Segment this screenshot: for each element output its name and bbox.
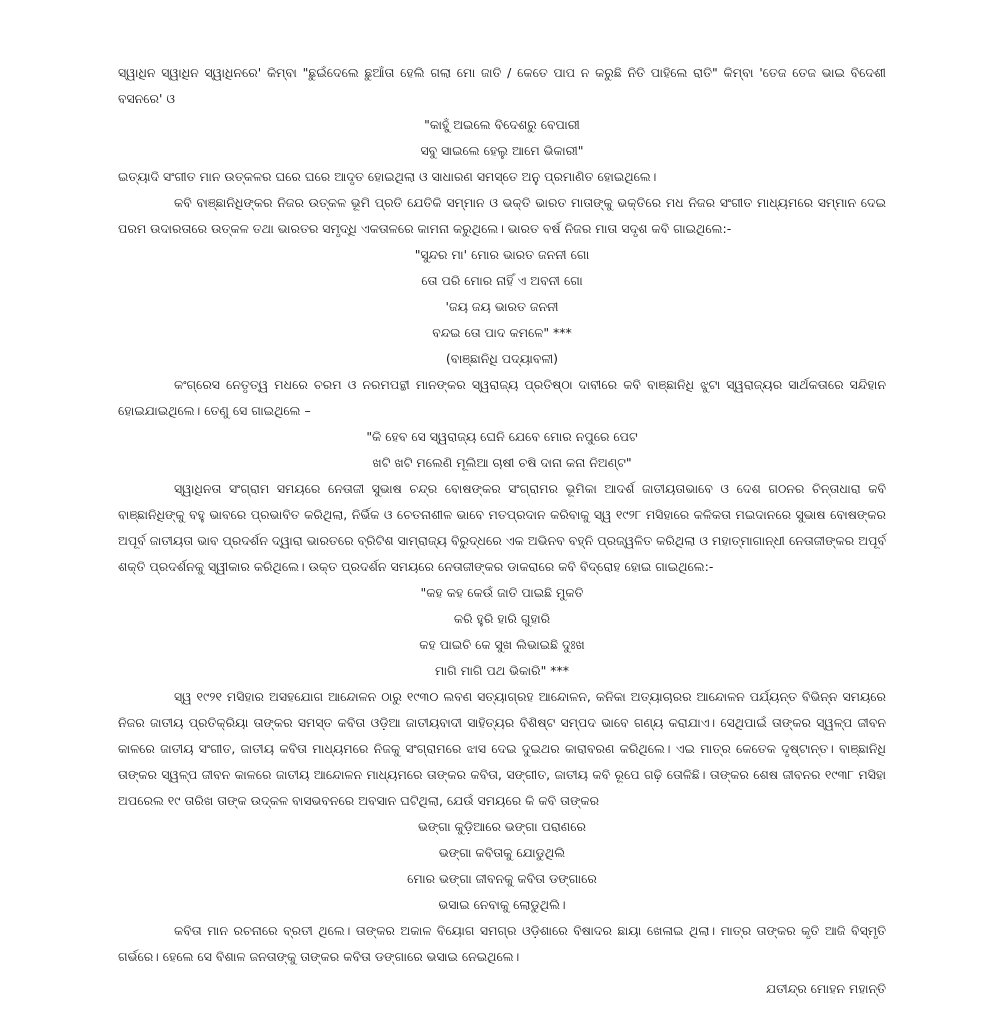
verse-line: ମାଗି ମାଗି ପଥ ଭିକାରି" ***	[434, 663, 570, 678]
verse-line: "କି ହେବ ସେ ସ୍ୱରାଜ୍ୟ ଘେନି ଯେବେ ମୋର ନପୁରେ ପେଟ	[366, 429, 638, 444]
verse-line: 'ଜୟ ଜୟ ଭାରତ ଜନନୀ	[445, 299, 559, 314]
verse-line: ଭଙ୍ଗା କୁଡ଼ିଆରେ ଭଙ୍ଗା ପରାଣରେ	[417, 819, 586, 834]
verse-line: କରି ହୁରି ହାରି ଗୁହାରି	[453, 611, 551, 626]
verse-line: ସବୁ ସାଇଲେ ହେଲୁ ଆମେ ଭିକାରୀ"	[420, 143, 584, 158]
paragraph-5: ସ୍ୱାଧିନତା ସଂଗ୍ରାମ ସମୟରେ ନେତାଜୀ ସୁଭାଷ ଚନ୍ଦ୍ର ବୋଷଙ୍କର ସଂଗ୍ରାମର ଭୂମିକା ଆଦର୍ଶ ଜାତୀୟତାଭାବେ ଓ ଦେଶ ଗଠନର ଚିନ୍ତାଧାରା କବି ବାଞ୍ଛାନିଧିଙ୍କୁ ବହୁ ଭାବରେ ପ୍ରଭାବିତ କରିଥିଲା, ନିର୍ଭିକ ଓ ଚେତନାଶୀଳ ଭାବେ ମତପ୍ରଦାନ କରିବାକୁ ସ୍ୱ ୧୯୨୮ ମସିହାରେ କଳିକତା ମଇଦାନରେ ସୁଭାଷ ବୋଷଙ୍କର ଅପୂର୍ବ ଜାତୀୟତା ଭାବ ପ୍ରଦର୍ଶନ ଦ୍ୱାରା ଭାରତରେ ବ୍ରିଟିଶ ସାମ୍ରାଜ୍ୟ ବିରୁଦ୍ଧରେ ଏକ ଅଭିନବ ବହ୍ନି ପ୍ରଜ୍ୱଳିତ କରିଥିଲା ଓ ମହାତ୍ମାଗାନ୍ଧୀ ନେତାଜୀଙ୍କର ଅପୂର୍ବ ଶକ୍ତି ପ୍ରଦର୍ଶନକୁ ସ୍ୱୀକାର କରିଥିଲେ। ଉକ୍ତ ପ୍ରଦର୍ଶନ ସମୟରେ ନେତାଜୀଙ୍କର ଡାକରାରେ କବି ବିଦ୍ରୋହ ହୋଇ ଗାଇଥିଲେ:-	[118, 481, 886, 574]
verse-3	[118, 424, 886, 476]
verse-line: କହ ପାଇଚି କେ ସୁଖ ଲିଭାଇଛି ଦୁଃଖ	[419, 637, 585, 652]
verse-2	[118, 242, 886, 372]
paragraph-1: ସ୍ୱାଧିନ ସ୍ୱାଧିନ ସ୍ୱାଧିନରେ' କିମ୍ବା "ଛୁଇଁଦେଲେ ଛୁଆଁତା ହେଲି ଗଲା ମୋ ଜାତି / କେତେ ପାପ ନ କରୁଛି ନିତି ପାହିଲେ ରାତି" କିମ୍ବା 'ତେଜ ତେଜ ଭାଇ ବିଦେଶୀ ବସନରେ' ଓ	[118, 65, 886, 106]
verse-line: ଖଟି ଖଟି ମଲେଣି ମୂଲିଆ ଚାଷୀ ଚଷି ଦାନା କନା ନିଅଣ୍ଟ"	[372, 455, 632, 470]
verse-source: (ବାଞ୍ଛାନିଧି ପଦ୍ୟାବଳୀ)	[445, 351, 559, 366]
verse-line: ଭଙ୍ଗା କବିତାକୁ ଯୋଡୁଥିଲି	[438, 845, 566, 860]
verse-1	[118, 112, 886, 164]
paragraph-6: ସ୍ୱ ୧୯୨୧ ମସିହାର ଅସହଯୋଗ ଆନ୍ଦୋଳନ ଠାରୁ ୧୯୩୦ ଲବଣ ସତ୍ୟାଗ୍ରହ ଆନ୍ଦୋଳନ, କନିକା ଅତ୍ୟାଚାରର ଆନ୍ଦୋଳନ ପର୍ଯ୍ୟନ୍ତ ବିଭିନ୍ନ ସମୟରେ ନିଜର ଜାତୀୟ ପ୍ରତିକ୍ରିୟା ତାଙ୍କର ସମସ୍ତ କବିତା ଓଡ଼ିଆ ଜାତୀୟବାଦୀ ସାହିତ୍ୟର ବିଶିଷ୍ଟ ସମ୍ପଦ ଭାବେ ଗଣ୍ୟ କରାଯାଏ। ସେଥିପାଇଁ ତାଙ୍କର ସ୍ୱଳ୍ପ ଜୀବନ କାଳରେ ଜାତୀୟ ସଂଗୀତ, ଜାତୀୟ କବିତା ମାଧ୍ୟମରେ ନିଜକୁ ସଂଗ୍ରାମରେ ଝାସ ଦେଇ ଦୁଇଥର କାରାବରଣ କରିଥିଲେ। ଏଇ ମାତ୍ର କେତେକ ଦୃଷ୍ଟାନ୍ତ। ବାଞ୍ଛାନିଧି ତାଙ୍କର ସ୍ୱଳ୍ପ ଜୀବନ କାଳରେ ଜାତୀୟ ଆନ୍ଦୋଳନ ମାଧ୍ୟମରେ ତାଙ୍କର କବିତା, ସଙ୍ଗୀତ, ଜାତୀୟ କବି ରୂପେ ଗଢ଼ି ତୋଳିଛି। ତାଙ୍କର ଶେଷ ଜୀବନର ୧୯୩୮ ମସିହା ଅପରେଲ ୧୯ ତାରିଖ ତାଙ୍କ ଉଦ୍‌କଳ ବାସଭବନରେ ଅବସାନ ଘଟିଥିଲା, ଯେଉଁ ସମୟରେ କି କବି ତାଙ୍କର	[118, 689, 886, 808]
paragraph-7: କବିତା ମାନ ରଚନାରେ ବ୍ରତୀ ଥିଲେ। ତାଙ୍କର ଅକାଳ ବିୟୋଗ ସମଗ୍ର ଓଡ଼ିଶାରେ ବିଷାଦର ଛାୟା ଖେଳାଇ ଥିଲା। ମାତ୍ର ତାଙ୍କର କୃତି ଆଜି ବିସ୍ମୃତି ଗର୍ଭରେ। ହେଲେ ସେ ବିଶାଳ ଜନତାଙ୍କୁ ତାଙ୍କର କବିତା ଡଙ୍ଗାରେ ଭସାଇ ନେଇଥିଲେ।	[118, 923, 886, 964]
paragraph-4: କଂଗ୍ରେସ ନେତୃତ୍ୱ ମଧରେ ଚରମ ଓ ନରମପନ୍ଥୀ ମାନଙ୍କର ସ୍ୱରାଜ୍ୟ ପ୍ରତିଷ୍ଠା ଦାବୀରେ କବି ବାଞ୍ଛାନିଧି ଝୁଟା ସ୍ୱରାଜ୍ୟର ସାର୍ଥକତାରେ ସନ୍ଦିହାନ ହୋଇଯାଇଥିଲେ। ତେଣୁ ସେ ଗାଇଥିଲେ –	[118, 377, 886, 418]
author-name: ଯତୀନ୍ଦ୍ର ମୋହନ ମହାନ୍ତି	[766, 981, 886, 996]
verse-line: ତୋ ପରି ମୋର ନାହିଁ ଏ ଅବନୀ ଗୋ	[421, 273, 583, 288]
verse-line: ମୋର ଭଙ୍ଗା ଜୀବନକୁ କବିତା ଡଙ୍ଗାରେ	[407, 871, 597, 886]
paragraph-2: ଇତ୍ୟାଦି ସଂଗୀତ ମାନ ଉତ୍କଳର ଘରେ ଘରେ ଆଦୃତ ହୋଇଥିଲା ଓ ସାଧାରଣ ସମସ୍ତେ ଅନୁ ପ୍ରମାଣିତ ହୋଇଥିଲେ।	[118, 169, 657, 184]
verse-5	[118, 814, 886, 918]
verse-line: ଭସାଇ ନେବାକୁ ଲୋଡୁଥିଲି।	[438, 897, 566, 912]
verse-line: "କହ କହ କେଉଁ ଜାତି ପାଇଛି ମୁକତି	[420, 585, 584, 600]
verse-4	[118, 580, 886, 684]
article-body	[118, 60, 886, 1002]
verse-line: "ସୁନ୍ଦର ମା' ମୋର ଭାରତ ଜନନୀ ଗୋ	[414, 247, 590, 262]
paragraph-3: କବି ବାଞ୍ଛାନିଧିଙ୍କର ନିଜର ଉତ୍କଳ ଭୂମି ପ୍ରତି ଯେତିକି ସମ୍ମାନ ଓ ଭକ୍ତି ଭାରତ ମାତାଙ୍କୁ ଭକ୍ତିରେ ମଧ ନିଜର ସଂଗୀତ ମାଧ୍ୟମରେ ସମ୍ମାନ ଦେଇ ପରମ ଉଦାରତାରେ ଉତ୍କଳ ତଥା ଭାରତର ସମୃଦ୍ଧି ଏକତାଳରେ କାମନା କରୁଥିଲେ। ଭାରତ ବର୍ଷ ନିଜର ମାତା ସଦୃଶ କବି ଗାଇଥିଲେ:-	[118, 195, 886, 236]
verse-line: ବନ୍ଦଇ ତୋ ପାଦ କମଳେ" ***	[432, 325, 572, 340]
verse-line: "କାହୁଁ ଅଇଲେ ବିଦେଶରୁ ବେପାରୀ	[424, 117, 580, 132]
